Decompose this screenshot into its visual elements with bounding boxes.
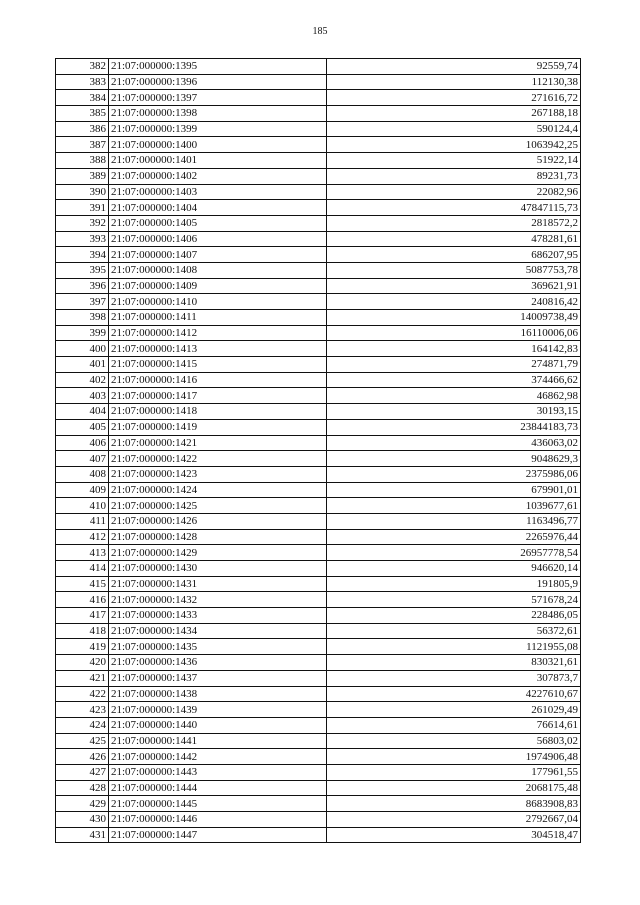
value-cell: 228486,05: [327, 608, 581, 624]
cadastral-number-cell: 21:07:000000:1433: [109, 608, 327, 624]
value-cell: 51922,14: [327, 153, 581, 169]
cadastral-number-cell: 21:07:000000:1446: [109, 812, 327, 828]
cadastral-number-cell: 21:07:000000:1409: [109, 278, 327, 294]
value-cell: 191805,9: [327, 576, 581, 592]
cadastral-number-cell: 21:07:000000:1429: [109, 545, 327, 561]
value-cell: 686207,95: [327, 247, 581, 263]
cadastral-number-cell: 21:07:000000:1398: [109, 106, 327, 122]
table-row: [56, 702, 581, 718]
cadastral-number-cell: 21:07:000000:1397: [109, 90, 327, 106]
table-row: [56, 717, 581, 733]
cadastral-number-cell: 21:07:000000:1439: [109, 702, 327, 718]
table-row: [56, 137, 581, 153]
value-cell: 164142,83: [327, 341, 581, 357]
row-number-cell: 389: [56, 168, 109, 184]
row-number-cell: 405: [56, 419, 109, 435]
value-cell: 2818572,2: [327, 215, 581, 231]
row-number-cell: 387: [56, 137, 109, 153]
value-cell: 436063,02: [327, 435, 581, 451]
cadastral-number-cell: 21:07:000000:1419: [109, 419, 327, 435]
row-number-cell: 382: [56, 59, 109, 75]
value-cell: 22082,96: [327, 184, 581, 200]
row-number-cell: 403: [56, 388, 109, 404]
cadastral-number-cell: 21:07:000000:1447: [109, 827, 327, 843]
table-row: [56, 513, 581, 529]
table-row: [56, 576, 581, 592]
cadastral-number-cell: 21:07:000000:1418: [109, 404, 327, 420]
value-cell: 46862,98: [327, 388, 581, 404]
row-number-cell: 414: [56, 561, 109, 577]
row-number-cell: 415: [56, 576, 109, 592]
table-row: [56, 529, 581, 545]
cadastral-number-cell: 21:07:000000:1442: [109, 749, 327, 765]
row-number-cell: 412: [56, 529, 109, 545]
table-row: [56, 231, 581, 247]
table-row: [56, 796, 581, 812]
value-cell: 89231,73: [327, 168, 581, 184]
table-row: [56, 325, 581, 341]
row-number-cell: 411: [56, 513, 109, 529]
row-number-cell: 426: [56, 749, 109, 765]
row-number-cell: 427: [56, 764, 109, 780]
row-number-cell: 390: [56, 184, 109, 200]
table-row: [56, 294, 581, 310]
table-row: [56, 59, 581, 75]
table-row: [56, 200, 581, 216]
table-row: [56, 670, 581, 686]
cadastral-number-cell: 21:07:000000:1408: [109, 262, 327, 278]
row-number-cell: 394: [56, 247, 109, 263]
table-row: [56, 184, 581, 200]
value-cell: 1039677,61: [327, 498, 581, 514]
cadastral-number-cell: 21:07:000000:1404: [109, 200, 327, 216]
table-row: [56, 623, 581, 639]
page-number: 185: [312, 26, 328, 37]
cadastral-number-cell: 21:07:000000:1436: [109, 655, 327, 671]
value-cell: 30193,15: [327, 404, 581, 420]
value-cell: 177961,55: [327, 764, 581, 780]
value-cell: 267188,18: [327, 106, 581, 122]
cadastral-number-cell: 21:07:000000:1401: [109, 153, 327, 169]
table-row: [56, 106, 581, 122]
cadastral-number-cell: 21:07:000000:1424: [109, 482, 327, 498]
row-number-cell: 431: [56, 827, 109, 843]
row-number-cell: 391: [56, 200, 109, 216]
row-number-cell: 430: [56, 812, 109, 828]
cadastral-number-cell: 21:07:000000:1425: [109, 498, 327, 514]
table-row: [56, 608, 581, 624]
cadastral-number-cell: 21:07:000000:1402: [109, 168, 327, 184]
table-row: [56, 419, 581, 435]
row-number-cell: 396: [56, 278, 109, 294]
table-row: [56, 686, 581, 702]
row-number-cell: 400: [56, 341, 109, 357]
row-number-cell: 404: [56, 404, 109, 420]
row-number-cell: 406: [56, 435, 109, 451]
table-row: [56, 357, 581, 373]
cadastral-number-cell: 21:07:000000:1441: [109, 733, 327, 749]
value-cell: 26957778,54: [327, 545, 581, 561]
value-cell: 47847115,73: [327, 200, 581, 216]
value-cell: 369621,91: [327, 278, 581, 294]
value-cell: 478281,61: [327, 231, 581, 247]
cadastral-number-cell: 21:07:000000:1435: [109, 639, 327, 655]
value-cell: 374466,62: [327, 372, 581, 388]
row-number-cell: 424: [56, 717, 109, 733]
cadastral-number-cell: 21:07:000000:1444: [109, 780, 327, 796]
cadastral-number-cell: 21:07:000000:1422: [109, 451, 327, 467]
row-number-cell: 397: [56, 294, 109, 310]
table-row: [56, 764, 581, 780]
cadastral-number-cell: 21:07:000000:1413: [109, 341, 327, 357]
table-row: [56, 812, 581, 828]
table-row: [56, 749, 581, 765]
value-cell: 261029,49: [327, 702, 581, 718]
cadastral-number-cell: 21:07:000000:1430: [109, 561, 327, 577]
row-number-cell: 392: [56, 215, 109, 231]
cadastral-number-cell: 21:07:000000:1410: [109, 294, 327, 310]
table-body: [56, 59, 581, 843]
value-cell: 590124,4: [327, 121, 581, 137]
cadastral-number-cell: 21:07:000000:1443: [109, 764, 327, 780]
cadastral-number-cell: 21:07:000000:1405: [109, 215, 327, 231]
row-number-cell: 398: [56, 310, 109, 326]
row-number-cell: 399: [56, 325, 109, 341]
row-number-cell: 386: [56, 121, 109, 137]
cadastral-number-cell: 21:07:000000:1417: [109, 388, 327, 404]
table-row: [56, 592, 581, 608]
value-cell: 8683908,83: [327, 796, 581, 812]
row-number-cell: 413: [56, 545, 109, 561]
table-row: [56, 247, 581, 263]
value-cell: 946620,14: [327, 561, 581, 577]
value-cell: 1974906,48: [327, 749, 581, 765]
row-number-cell: 419: [56, 639, 109, 655]
row-number-cell: 388: [56, 153, 109, 169]
cadastral-number-cell: 21:07:000000:1426: [109, 513, 327, 529]
cadastral-number-cell: 21:07:000000:1440: [109, 717, 327, 733]
row-number-cell: 420: [56, 655, 109, 671]
table-row: [56, 827, 581, 843]
value-cell: 5087753,78: [327, 262, 581, 278]
cadastral-number-cell: 21:07:000000:1399: [109, 121, 327, 137]
value-cell: 307873,7: [327, 670, 581, 686]
row-number-cell: 383: [56, 74, 109, 90]
cadastral-number-cell: 21:07:000000:1423: [109, 466, 327, 482]
value-cell: 679901,01: [327, 482, 581, 498]
cadastral-number-cell: 21:07:000000:1403: [109, 184, 327, 200]
table-row: [56, 466, 581, 482]
value-cell: 14009738,49: [327, 310, 581, 326]
cadastral-number-cell: 21:07:000000:1396: [109, 74, 327, 90]
table-row: [56, 121, 581, 137]
table-row: [56, 74, 581, 90]
cadastral-number-cell: 21:07:000000:1395: [109, 59, 327, 75]
cadastral-number-cell: 21:07:000000:1432: [109, 592, 327, 608]
row-number-cell: 408: [56, 466, 109, 482]
table-row: [56, 655, 581, 671]
row-number-cell: 395: [56, 262, 109, 278]
value-cell: 9048629,3: [327, 451, 581, 467]
table-row: [56, 482, 581, 498]
cadastral-number-cell: 21:07:000000:1437: [109, 670, 327, 686]
value-cell: 571678,24: [327, 592, 581, 608]
cadastral-number-cell: 21:07:000000:1445: [109, 796, 327, 812]
cadastral-number-cell: 21:07:000000:1431: [109, 576, 327, 592]
cadastral-number-cell: 21:07:000000:1400: [109, 137, 327, 153]
row-number-cell: 417: [56, 608, 109, 624]
table-row: [56, 372, 581, 388]
value-cell: 2375986,06: [327, 466, 581, 482]
row-number-cell: 409: [56, 482, 109, 498]
row-number-cell: 410: [56, 498, 109, 514]
cadastral-value-table: [55, 58, 581, 843]
cadastral-number-cell: 21:07:000000:1412: [109, 325, 327, 341]
table-row: [56, 435, 581, 451]
row-number-cell: 425: [56, 733, 109, 749]
value-cell: 112130,38: [327, 74, 581, 90]
row-number-cell: 401: [56, 357, 109, 373]
cadastral-number-cell: 21:07:000000:1428: [109, 529, 327, 545]
table-row: [56, 639, 581, 655]
table-row: [56, 341, 581, 357]
row-number-cell: 429: [56, 796, 109, 812]
table-row: [56, 733, 581, 749]
row-number-cell: 416: [56, 592, 109, 608]
value-cell: 56372,61: [327, 623, 581, 639]
value-cell: 240816,42: [327, 294, 581, 310]
table-row: [56, 451, 581, 467]
table-row: [56, 404, 581, 420]
cadastral-number-cell: 21:07:000000:1438: [109, 686, 327, 702]
cadastral-number-cell: 21:07:000000:1407: [109, 247, 327, 263]
value-cell: 271616,72: [327, 90, 581, 106]
cadastral-number-cell: 21:07:000000:1411: [109, 310, 327, 326]
value-cell: 16110006,06: [327, 325, 581, 341]
row-number-cell: 385: [56, 106, 109, 122]
value-cell: 1163496,77: [327, 513, 581, 529]
value-cell: 23844183,73: [327, 419, 581, 435]
row-number-cell: 407: [56, 451, 109, 467]
row-number-cell: 428: [56, 780, 109, 796]
value-cell: 1121955,08: [327, 639, 581, 655]
row-number-cell: 421: [56, 670, 109, 686]
value-cell: 304518,47: [327, 827, 581, 843]
cadastral-number-cell: 21:07:000000:1421: [109, 435, 327, 451]
cadastral-number-cell: 21:07:000000:1415: [109, 357, 327, 373]
cadastral-number-cell: 21:07:000000:1434: [109, 623, 327, 639]
table-row: [56, 168, 581, 184]
value-cell: 274871,79: [327, 357, 581, 373]
table-row: [56, 278, 581, 294]
table-row: [56, 498, 581, 514]
table-row: [56, 90, 581, 106]
cadastral-number-cell: 21:07:000000:1406: [109, 231, 327, 247]
value-cell: 92559,74: [327, 59, 581, 75]
value-cell: 2068175,48: [327, 780, 581, 796]
value-cell: 56803,02: [327, 733, 581, 749]
value-cell: 4227610,67: [327, 686, 581, 702]
row-number-cell: 418: [56, 623, 109, 639]
table-row: [56, 215, 581, 231]
row-number-cell: 422: [56, 686, 109, 702]
table-row: [56, 262, 581, 278]
row-number-cell: 423: [56, 702, 109, 718]
row-number-cell: 393: [56, 231, 109, 247]
table-row: [56, 310, 581, 326]
cadastral-number-cell: 21:07:000000:1416: [109, 372, 327, 388]
table-row: [56, 561, 581, 577]
value-cell: 2265976,44: [327, 529, 581, 545]
value-cell: 76614,61: [327, 717, 581, 733]
value-cell: 830321,61: [327, 655, 581, 671]
table-row: [56, 780, 581, 796]
table-row: [56, 153, 581, 169]
row-number-cell: 384: [56, 90, 109, 106]
value-cell: 2792667,04: [327, 812, 581, 828]
row-number-cell: 402: [56, 372, 109, 388]
value-cell: 1063942,25: [327, 137, 581, 153]
table-row: [56, 388, 581, 404]
table-row: [56, 545, 581, 561]
